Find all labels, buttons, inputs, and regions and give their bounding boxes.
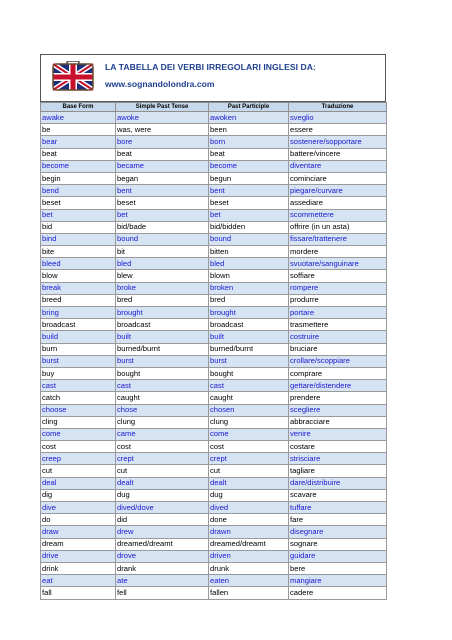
base-form-cell: begin — [41, 172, 116, 184]
base-form-cell: beat — [41, 148, 116, 160]
base-form-cell: cut — [41, 465, 116, 477]
base-form-cell: bear — [41, 136, 116, 148]
traduzione-cell: sostenere/sopportare — [289, 136, 387, 148]
base-form-cell: bet — [41, 209, 116, 221]
simple-past-cell: bound — [116, 233, 209, 245]
base-form-cell: bleed — [41, 258, 116, 270]
traduzione-cell: sognare — [289, 538, 387, 550]
base-form-cell: burn — [41, 343, 116, 355]
past-participle-cell: cut — [209, 465, 289, 477]
table-row — [41, 526, 387, 538]
simple-past-cell: broke — [116, 282, 209, 294]
base-form-cell: dive — [41, 502, 116, 514]
table-row — [41, 294, 387, 306]
simple-past-cell: burned/burnt — [116, 343, 209, 355]
traduzione-cell: soffiare — [289, 270, 387, 282]
page-title: LA TABELLA DEI VERBI IRREGOLARI INGLESI DA: — [105, 62, 316, 72]
simple-past-cell: came — [116, 428, 209, 440]
simple-past-cell: drank — [116, 562, 209, 574]
table-row — [41, 538, 387, 550]
table-row — [41, 502, 387, 514]
table-row — [41, 404, 387, 416]
past-participle-cell: bet — [209, 209, 289, 221]
base-form-cell: fall — [41, 587, 116, 599]
traduzione-cell: guidare — [289, 550, 387, 562]
traduzione-cell: prendere — [289, 392, 387, 404]
base-form-cell: beset — [41, 197, 116, 209]
past-participle-cell: driven — [209, 550, 289, 562]
base-form-cell: cost — [41, 441, 116, 453]
simple-past-cell: awoke — [116, 112, 209, 124]
traduzione-cell: mordere — [289, 246, 387, 258]
past-participle-cell: burst — [209, 355, 289, 367]
table-row — [41, 514, 387, 526]
column-header-simple-past: Simple Past Tense — [116, 103, 209, 112]
column-header-traduzione: Traduzione — [289, 103, 387, 112]
table-row — [41, 550, 387, 562]
simple-past-cell: built — [116, 331, 209, 343]
table-row — [41, 441, 387, 453]
table-row — [41, 307, 387, 319]
simple-past-cell: dived/dove — [116, 502, 209, 514]
past-participle-cell: born — [209, 136, 289, 148]
traduzione-cell: rompere — [289, 282, 387, 294]
table-row — [41, 124, 387, 136]
simple-past-cell: cut — [116, 465, 209, 477]
past-participle-cell: dug — [209, 489, 289, 501]
table-row — [41, 355, 387, 367]
table-row — [41, 392, 387, 404]
simple-past-cell: beat — [116, 148, 209, 160]
base-form-cell: drink — [41, 562, 116, 574]
past-participle-cell: done — [209, 514, 289, 526]
simple-past-cell: became — [116, 160, 209, 172]
past-participle-cell: bled — [209, 258, 289, 270]
base-form-cell: come — [41, 428, 116, 440]
traduzione-cell: sveglio — [289, 112, 387, 124]
base-form-cell: bite — [41, 246, 116, 258]
past-participle-cell: dived — [209, 502, 289, 514]
past-participle-cell: bent — [209, 185, 289, 197]
base-form-cell: build — [41, 331, 116, 343]
traduzione-cell: bruciare — [289, 343, 387, 355]
past-participle-cell: been — [209, 124, 289, 136]
table-row — [41, 112, 387, 124]
table-row — [41, 575, 387, 587]
traduzione-cell: scavare — [289, 489, 387, 501]
past-participle-cell: come — [209, 428, 289, 440]
simple-past-cell: burst — [116, 355, 209, 367]
traduzione-cell: piegare/curvare — [289, 185, 387, 197]
traduzione-cell: portare — [289, 307, 387, 319]
past-participle-cell: caught — [209, 392, 289, 404]
simple-past-cell: beset — [116, 197, 209, 209]
past-participle-cell: bid/bidden — [209, 221, 289, 233]
table-row — [41, 148, 387, 160]
table-row — [41, 136, 387, 148]
traduzione-cell: bere — [289, 562, 387, 574]
table-row — [41, 246, 387, 258]
table-row — [41, 428, 387, 440]
base-form-cell: catch — [41, 392, 116, 404]
table-header-row — [41, 103, 387, 112]
simple-past-cell: bled — [116, 258, 209, 270]
simple-past-cell: bent — [116, 185, 209, 197]
table-row — [41, 160, 387, 172]
table-row — [41, 416, 387, 428]
table-row — [41, 197, 387, 209]
base-form-cell: dig — [41, 489, 116, 501]
table-row — [41, 380, 387, 392]
simple-past-cell: dreamed/dreamt — [116, 538, 209, 550]
past-participle-cell: blown — [209, 270, 289, 282]
traduzione-cell: mangiare — [289, 575, 387, 587]
simple-past-cell: chose — [116, 404, 209, 416]
past-participle-cell: broadcast — [209, 319, 289, 331]
traduzione-cell: scommettere — [289, 209, 387, 221]
simple-past-cell: cast — [116, 380, 209, 392]
table-row — [41, 172, 387, 184]
past-participle-cell: broken — [209, 282, 289, 294]
document-header — [40, 54, 386, 102]
past-participle-cell: bound — [209, 233, 289, 245]
table-row — [41, 367, 387, 379]
traduzione-cell: diventare — [289, 160, 387, 172]
base-form-cell: bid — [41, 221, 116, 233]
past-participle-cell: dreamed/dreamt — [209, 538, 289, 550]
table-row — [41, 233, 387, 245]
past-participle-cell: crept — [209, 453, 289, 465]
simple-past-cell: was, were — [116, 124, 209, 136]
traduzione-cell: tuffare — [289, 502, 387, 514]
traduzione-cell: gettare/distendere — [289, 380, 387, 392]
traduzione-cell: comprare — [289, 367, 387, 379]
past-participle-cell: awoken — [209, 112, 289, 124]
traduzione-cell: disegnare — [289, 526, 387, 538]
simple-past-cell: drove — [116, 550, 209, 562]
past-participle-cell: clung — [209, 416, 289, 428]
column-header-past-participle: Past Participle — [209, 103, 289, 112]
past-participle-cell: cast — [209, 380, 289, 392]
base-form-cell: creep — [41, 453, 116, 465]
past-participle-cell: brought — [209, 307, 289, 319]
column-header-base-form: Base Form — [41, 103, 116, 112]
irregular-verbs-table — [40, 102, 387, 600]
simple-past-cell: drew — [116, 526, 209, 538]
traduzione-cell: essere — [289, 124, 387, 136]
simple-past-cell: bore — [116, 136, 209, 148]
simple-past-cell: caught — [116, 392, 209, 404]
base-form-cell: blow — [41, 270, 116, 282]
union-jack-suitcase-icon — [52, 61, 94, 91]
base-form-cell: dream — [41, 538, 116, 550]
base-form-cell: bring — [41, 307, 116, 319]
table-row — [41, 282, 387, 294]
table-row — [41, 587, 387, 599]
traduzione-cell: cadere — [289, 587, 387, 599]
base-form-cell: awake — [41, 112, 116, 124]
table-row — [41, 221, 387, 233]
simple-past-cell: brought — [116, 307, 209, 319]
simple-past-cell: bit — [116, 246, 209, 258]
traduzione-cell: battere/vincere — [289, 148, 387, 160]
past-participle-cell: burned/burnt — [209, 343, 289, 355]
traduzione-cell: offrire (in un asta) — [289, 221, 387, 233]
traduzione-cell: cominciare — [289, 172, 387, 184]
base-form-cell: breed — [41, 294, 116, 306]
base-form-cell: buy — [41, 367, 116, 379]
traduzione-cell: fare — [289, 514, 387, 526]
table-row — [41, 453, 387, 465]
traduzione-cell: venire — [289, 428, 387, 440]
base-form-cell: cling — [41, 416, 116, 428]
base-form-cell: be — [41, 124, 116, 136]
table-row — [41, 343, 387, 355]
table-row — [41, 185, 387, 197]
base-form-cell: drive — [41, 550, 116, 562]
simple-past-cell: blew — [116, 270, 209, 282]
traduzione-cell: abbracciare — [289, 416, 387, 428]
traduzione-cell: dare/distribuire — [289, 477, 387, 489]
base-form-cell: choose — [41, 404, 116, 416]
simple-past-cell: dug — [116, 489, 209, 501]
table-row — [41, 258, 387, 270]
base-form-cell: broadcast — [41, 319, 116, 331]
traduzione-cell: fissare/trattenere — [289, 233, 387, 245]
past-participle-cell: bitten — [209, 246, 289, 258]
simple-past-cell: bred — [116, 294, 209, 306]
simple-past-cell: began — [116, 172, 209, 184]
past-participle-cell: dealt — [209, 477, 289, 489]
table-row — [41, 562, 387, 574]
traduzione-cell: strisciare — [289, 453, 387, 465]
simple-past-cell: cost — [116, 441, 209, 453]
simple-past-cell: bought — [116, 367, 209, 379]
table-row — [41, 209, 387, 221]
traduzione-cell: costare — [289, 441, 387, 453]
traduzione-cell: assediare — [289, 197, 387, 209]
simple-past-cell: crept — [116, 453, 209, 465]
simple-past-cell: did — [116, 514, 209, 526]
past-participle-cell: drawn — [209, 526, 289, 538]
simple-past-cell: fell — [116, 587, 209, 599]
simple-past-cell: clung — [116, 416, 209, 428]
base-form-cell: draw — [41, 526, 116, 538]
past-participle-cell: built — [209, 331, 289, 343]
past-participle-cell: cost — [209, 441, 289, 453]
table-row — [41, 331, 387, 343]
base-form-cell: cast — [41, 380, 116, 392]
past-participle-cell: become — [209, 160, 289, 172]
past-participle-cell: beat — [209, 148, 289, 160]
past-participle-cell: bought — [209, 367, 289, 379]
base-form-cell: become — [41, 160, 116, 172]
simple-past-cell: bet — [116, 209, 209, 221]
base-form-cell: bend — [41, 185, 116, 197]
table-body — [41, 112, 387, 600]
traduzione-cell: svuotare/sanguinare — [289, 258, 387, 270]
past-participle-cell: bred — [209, 294, 289, 306]
simple-past-cell: dealt — [116, 477, 209, 489]
base-form-cell: bind — [41, 233, 116, 245]
traduzione-cell: scegliere — [289, 404, 387, 416]
past-participle-cell: eaten — [209, 575, 289, 587]
past-participle-cell: beset — [209, 197, 289, 209]
simple-past-cell: broadcast — [116, 319, 209, 331]
table-row — [41, 489, 387, 501]
traduzione-cell: tagliare — [289, 465, 387, 477]
site-url: www.sognandolondra.com — [105, 79, 215, 89]
past-participle-cell: chosen — [209, 404, 289, 416]
base-form-cell: deal — [41, 477, 116, 489]
traduzione-cell: costruire — [289, 331, 387, 343]
past-participle-cell: begun — [209, 172, 289, 184]
base-form-cell: eat — [41, 575, 116, 587]
traduzione-cell: trasmettere — [289, 319, 387, 331]
past-participle-cell: drunk — [209, 562, 289, 574]
simple-past-cell: bid/bade — [116, 221, 209, 233]
simple-past-cell: ate — [116, 575, 209, 587]
table-row — [41, 319, 387, 331]
past-participle-cell: fallen — [209, 587, 289, 599]
base-form-cell: burst — [41, 355, 116, 367]
traduzione-cell: produrre — [289, 294, 387, 306]
table-row — [41, 465, 387, 477]
base-form-cell: do — [41, 514, 116, 526]
base-form-cell: break — [41, 282, 116, 294]
traduzione-cell: crollare/scoppiare — [289, 355, 387, 367]
table-row — [41, 270, 387, 282]
table-row — [41, 477, 387, 489]
